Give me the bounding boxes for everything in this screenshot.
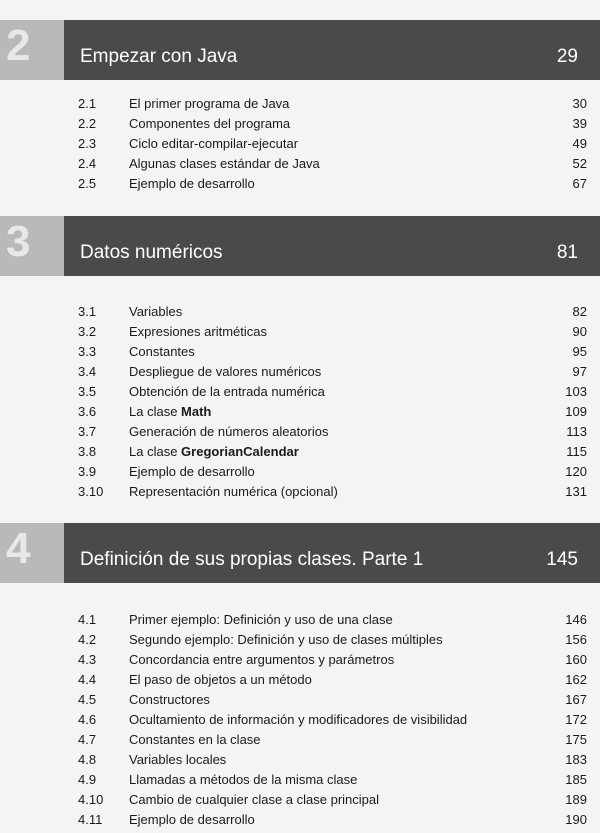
entry-title-class: GregorianCalendar	[181, 444, 299, 459]
entry-title: Ocultamiento de información y modificadores de visibilidad	[129, 712, 468, 727]
entry-title: Segundo ejemplo: Definición y uso de clases múltiples	[129, 632, 443, 647]
toc-entry	[0, 750, 600, 770]
entry-number: 4.6	[78, 712, 97, 727]
chapter-number: 2	[6, 21, 31, 70]
toc-entry	[0, 402, 600, 422]
entry-number: 4.2	[78, 632, 97, 647]
entry-title: Variables locales	[129, 752, 227, 767]
entry-title-text: La clase	[129, 444, 182, 459]
entry-number: 3.10	[78, 484, 104, 499]
toc-entry	[0, 322, 600, 342]
entry-number: 4.7	[78, 732, 97, 747]
entry-title: Algunas clases estándar de Java	[129, 156, 320, 171]
entry-page: 162	[565, 672, 587, 687]
entry-page: 167	[565, 692, 587, 707]
toc-entry	[0, 482, 600, 502]
entry-number: 4.8	[78, 752, 97, 767]
toc-entry	[0, 342, 600, 362]
entry-title: El primer programa de Java	[129, 96, 290, 111]
entry-page: 49	[572, 136, 587, 151]
entry-title: Constantes	[129, 344, 195, 359]
chapter-header	[0, 216, 600, 276]
entry-title: Ejemplo de desarrollo	[129, 812, 255, 827]
entry-title	[129, 402, 211, 422]
entry-page: 39	[572, 116, 587, 131]
entry-number: 4.3	[78, 652, 97, 667]
chapter-number: 3	[6, 217, 31, 266]
toc-entry	[0, 810, 600, 830]
entry-number: 4.9	[78, 772, 97, 787]
entry-page: 146	[565, 612, 587, 627]
entry-page: 109	[565, 404, 587, 419]
entry-page: 175	[565, 732, 587, 747]
entry-page: 131	[565, 484, 587, 499]
entry-title	[129, 442, 299, 462]
toc-entry	[0, 174, 600, 194]
entry-page: 115	[566, 444, 587, 459]
toc-entry	[0, 770, 600, 790]
toc-entry	[0, 610, 600, 630]
entry-number: 4.11	[78, 812, 103, 827]
entry-number: 3.3	[78, 344, 97, 359]
entry-number: 4.10	[78, 792, 104, 807]
entry-title: El paso de objetos a un método	[129, 672, 312, 687]
chapter-page: 29	[556, 46, 578, 67]
entry-page: 190	[565, 812, 587, 827]
entry-number: 3.2	[78, 324, 97, 339]
entry-page: 183	[565, 752, 587, 767]
entry-title: Ejemplo de desarrollo	[129, 176, 255, 191]
entry-page: 189	[565, 792, 587, 807]
chapter-page: 145	[546, 549, 578, 570]
entry-page: 103	[565, 384, 587, 399]
entry-list	[0, 94, 600, 194]
chapter-page: 81	[556, 242, 578, 263]
entry-title-text: La clase	[129, 404, 182, 419]
entry-title: Variables	[129, 304, 183, 319]
toc-entry	[0, 670, 600, 690]
toc-entry	[0, 442, 600, 462]
entry-title: Representación numérica (opcional)	[129, 484, 338, 499]
entry-page: 172	[565, 712, 587, 727]
toc-entry	[0, 134, 600, 154]
entry-title: Generación de números aleatorios	[129, 424, 329, 439]
chapter-title: Empezar con Java	[80, 46, 238, 67]
toc-entry	[0, 690, 600, 710]
entry-number: 2.4	[78, 156, 97, 171]
toc-entry	[0, 462, 600, 482]
chapter-number: 4	[6, 524, 31, 573]
toc-entry	[0, 422, 600, 442]
toc-entry	[0, 650, 600, 670]
entry-page: 185	[565, 772, 587, 787]
entry-page: 67	[572, 176, 587, 191]
chapter-title: Definición de sus propias clases. Parte 1	[80, 549, 424, 570]
entry-number: 4.1	[78, 612, 97, 627]
entry-number: 3.4	[78, 364, 97, 379]
toc-entry	[0, 302, 600, 322]
entry-title-class: Math	[181, 404, 212, 419]
entry-number: 3.8	[78, 444, 97, 459]
entry-page: 30	[572, 96, 587, 111]
entry-title: Obtención de la entrada numérica	[129, 384, 325, 399]
entry-number: 4.4	[78, 672, 97, 687]
entry-page: 156	[565, 632, 587, 647]
entry-title: Primer ejemplo: Definición y uso de una clase	[129, 612, 393, 627]
toc-entry	[0, 362, 600, 382]
toc-entry	[0, 114, 600, 134]
toc-entry	[0, 382, 600, 402]
entry-title: Componentes del programa	[129, 116, 291, 131]
toc-entry	[0, 154, 600, 174]
entry-page: 113	[566, 424, 587, 439]
toc-entry	[0, 710, 600, 730]
entry-number: 3.5	[78, 384, 97, 399]
entry-page: 82	[572, 304, 587, 319]
chapter-header	[0, 523, 600, 583]
entry-page: 95	[572, 344, 587, 359]
entry-title: Llamadas a métodos de la misma clase	[129, 772, 358, 787]
toc-entry	[0, 790, 600, 810]
toc-entry	[0, 630, 600, 650]
entry-list	[0, 610, 600, 830]
entry-title: Ciclo editar-compilar-ejecutar	[129, 136, 299, 151]
entry-title: Cambio de cualquier clase a clase principal	[129, 792, 380, 807]
entry-page: 52	[572, 156, 587, 171]
entry-number: 3.7	[78, 424, 97, 439]
entry-page: 97	[572, 364, 587, 379]
entry-title: Constructores	[129, 692, 210, 707]
chapter-header	[0, 20, 600, 80]
entry-list	[0, 302, 600, 502]
entry-number: 3.6	[78, 404, 97, 419]
entry-title: Despliegue de valores numéricos	[129, 364, 322, 379]
entry-number: 2.3	[78, 136, 97, 151]
entry-page: 90	[572, 324, 587, 339]
entry-title: Constantes en la clase	[129, 732, 261, 747]
entry-page: 120	[565, 464, 587, 479]
entry-number: 4.5	[78, 692, 97, 707]
entry-number: 3.1	[78, 304, 97, 319]
entry-number: 2.2	[78, 116, 97, 131]
toc-entry	[0, 730, 600, 750]
entry-title: Expresiones aritméticas	[129, 324, 267, 339]
entry-page: 160	[565, 652, 587, 667]
entry-number: 2.1	[78, 96, 97, 111]
entry-number: 3.9	[78, 464, 97, 479]
entry-title: Concordancia entre argumentos y parámetros	[129, 652, 395, 667]
chapter-title: Datos numéricos	[80, 242, 223, 263]
toc-entry	[0, 94, 600, 114]
entry-title: Ejemplo de desarrollo	[129, 464, 255, 479]
entry-number: 2.5	[78, 176, 97, 191]
